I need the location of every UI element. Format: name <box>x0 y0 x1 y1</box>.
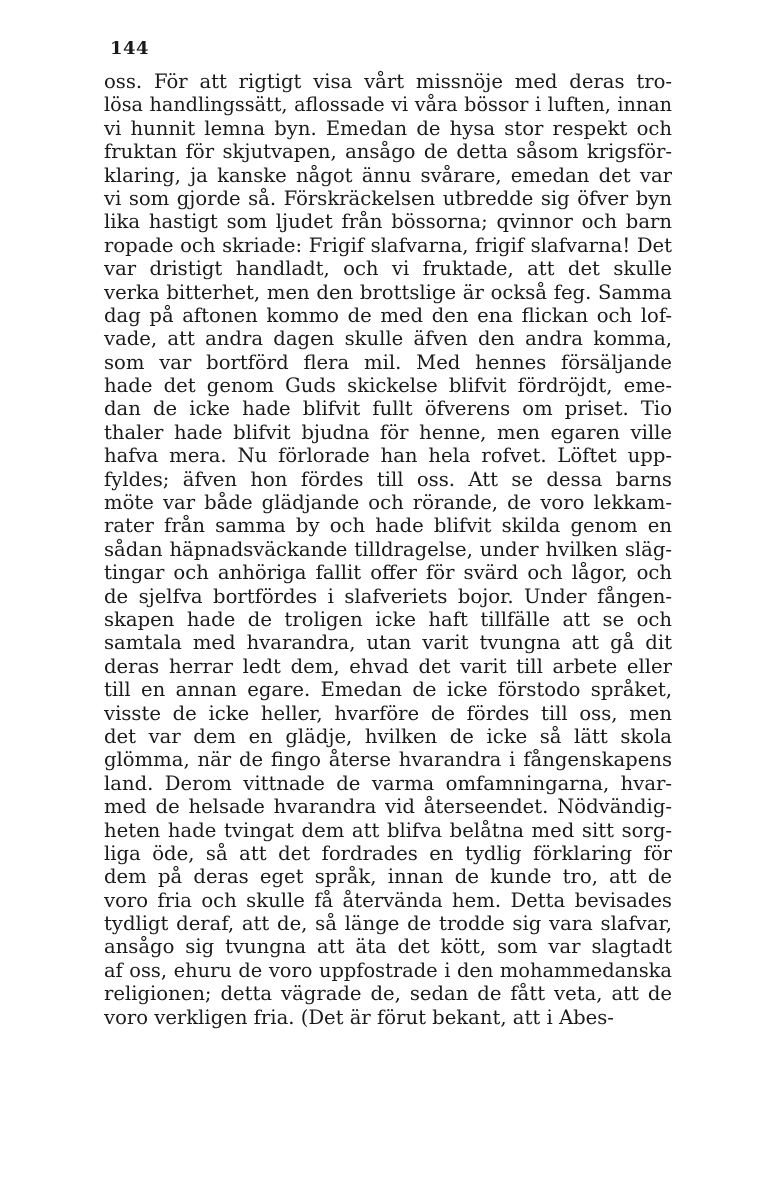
text-line: lika hastigt som ljudet från bössorna; qvinnor och barn <box>104 210 672 234</box>
text-line: vade, att andra dagen skulle äfven den andra komma, <box>104 327 672 351</box>
text-line: till en annan egare. Emedan de icke förstodo språket, <box>104 678 672 702</box>
text-line: dag på aftonen kommo de med den ena flickan och lof- <box>104 303 672 327</box>
text-line: voro verkligen fria. (Det är förut bekant, att i Abes- <box>104 1005 614 1029</box>
text-line: dem på deras eget språk, innan de kunde tro, att de <box>104 865 672 889</box>
text-line: af oss, ehuru de voro uppfostrade i den mohammedanska <box>104 958 672 982</box>
text-line: sådan häpnadsväckande tilldragelse, under hvilken släg- <box>104 537 672 561</box>
text-line: tingar och anhöriga fallit offer för svärd och lågor, och <box>104 561 672 585</box>
text-line: verka bitterhet, men den brottslige är också feg. Samma <box>104 280 672 304</box>
text-line: med de helsade hvarandra vid återseendet. Nödvändig- <box>104 795 672 819</box>
body-text <box>104 70 672 1029</box>
text-line: vi som gjorde så. Förskräckelsen utbredde sig öfver byn <box>104 186 672 210</box>
text-line: dan de icke hade blifvit fullt öfverens om priset. Tio <box>104 397 672 421</box>
text-line: heten hade tvingat dem att blifva belåtna med sitt sorg- <box>104 818 672 842</box>
text-line: var dristigt handladt, och vi fruktade, att det skulle <box>104 257 672 281</box>
text-line: möte var både glädjande och rörande, de voro lekkam- <box>104 491 672 515</box>
text-line: thaler hade blifvit bjudna för henne, men egaren ville <box>104 420 672 444</box>
text-line: hafva mera. Nu förlorade han hela rofvet. Löftet upp- <box>104 444 672 468</box>
text-line: lösa handlingssätt, aflossade vi våra bössor i luften, innan <box>104 93 672 117</box>
text-line: deras herrar ledt dem, ehvad det varit till arbete eller <box>104 654 672 678</box>
text-line: land. Derom vittnade de varma omfamningarna, hvar- <box>104 771 672 795</box>
text-line: det var dem en glädje, hvilken de icke så lätt skola <box>104 724 672 748</box>
text-line: rater från samma by och hade blifvit skilda genom en <box>104 514 672 538</box>
text-line: samtala med hvarandra, utan varit tvungna att gå dit <box>104 631 672 655</box>
text-line: oss. För att rigtigt visa vårt missnöje med deras tro- <box>104 70 672 93</box>
text-line: glömma, när de fingo återse hvarandra i fångenskapens <box>104 748 672 772</box>
text-line: ropade och skriade: Frigif slafvarna, frigif slafvarna! Det <box>104 233 672 257</box>
text-line: tydligt deraf, att de, så länge de trodde sig vara slafvar, <box>104 912 672 936</box>
text-line: fruktan för skjutvapen, ansågo de detta såsom krigsför- <box>104 140 672 164</box>
text-line: religionen; detta vägrade de, sedan de fått veta, att de <box>104 982 672 1006</box>
text-line: de sjelfva bortfördes i slafveriets bojor. Under fången- <box>104 584 672 608</box>
text-line: klaring, ja kanske något ännu svårare, emedan det var <box>104 163 672 187</box>
text-line: hade det genom Guds skickelse blifvit fördröjdt, eme- <box>104 374 672 398</box>
text-line: ansågo sig tvungna att äta det kött, som var slagtadt <box>104 935 672 959</box>
text-line: fyldes; äfven hon fördes till oss. Att se dessa barns <box>104 467 672 491</box>
text-line: voro fria och skulle få återvända hem. Detta bevisades <box>104 888 672 912</box>
page-number: 144 <box>110 38 150 59</box>
text-line: visste de icke heller, hvarföre de fördes till oss, men <box>104 701 672 725</box>
text-line: liga öde, så att det fordrades en tydlig förklaring för <box>104 841 672 865</box>
text-line: skapen hade de troligen icke haft tillfälle att se och <box>104 607 672 631</box>
text-line: som var bortförd flera mil. Med hennes försäljande <box>104 350 672 374</box>
text-line: vi hunnit lemna byn. Emedan de hysa stor respekt och <box>104 116 672 140</box>
